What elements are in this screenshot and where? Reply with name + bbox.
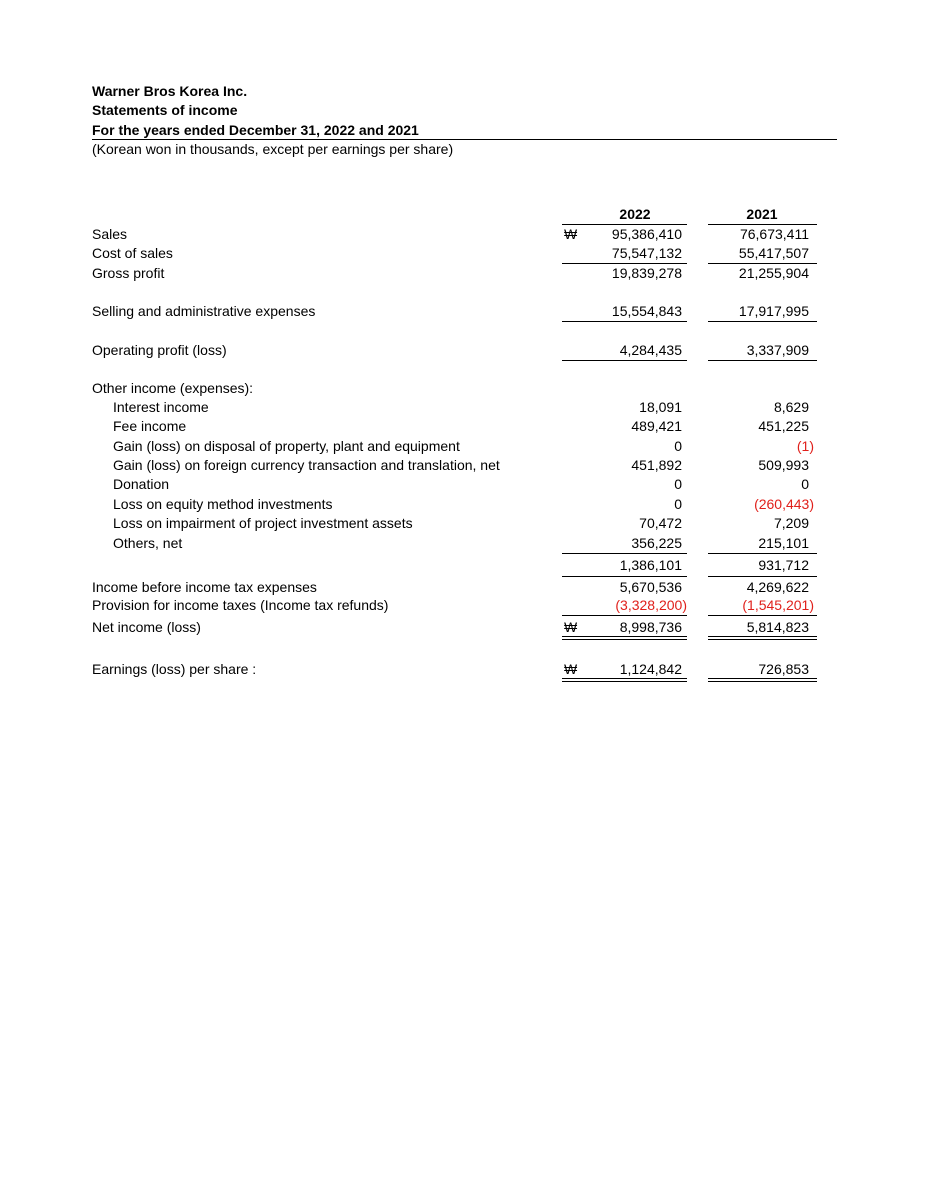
value-donation-2021: 0 — [801, 476, 809, 492]
value-interest-income-2021: 8,629 — [773, 399, 809, 415]
row-label-income-before-tax: Income before income tax expenses — [92, 579, 317, 595]
header-underline-2022 — [562, 224, 687, 225]
header-underline-2021 — [708, 224, 817, 225]
total-double-line — [708, 678, 817, 682]
value-fee-income-2021: 451,225 — [758, 418, 809, 434]
value-gross-profit-2022: 19,839,278 — [611, 265, 682, 281]
company-name: Warner Bros Korea Inc. — [92, 83, 248, 99]
value-gross-profit-2021: 21,255,904 — [738, 265, 809, 281]
total-double-line — [708, 636, 817, 640]
column-header-2022: 2022 — [619, 206, 651, 222]
column-header-2021: 2021 — [746, 206, 778, 222]
subtotal-line — [562, 615, 687, 616]
value-cost-of-sales-2021: 55,417,507 — [738, 245, 809, 261]
row-label-income-tax: Provision for income taxes (Income tax refunds) — [92, 597, 389, 613]
value-impairment-2022: 70,472 — [639, 515, 682, 531]
subtotal-line — [708, 615, 817, 616]
subtotal-line — [562, 553, 687, 554]
value-operating-profit-2021: 3,337,909 — [746, 342, 809, 358]
value-sales-2021: 76,673,411 — [739, 226, 809, 242]
value-income-tax-2021: (1,545,201) — [742, 597, 814, 613]
row-label-fee-income: Fee income — [113, 418, 187, 434]
value-donation-2022: 0 — [674, 476, 682, 492]
subtotal-line — [708, 263, 817, 264]
subtotal-line — [708, 321, 817, 322]
value-others-net-2021: 215,101 — [758, 535, 809, 551]
value-interest-income-2022: 18,091 — [639, 399, 682, 415]
row-label-cost-of-sales: Cost of sales — [92, 245, 173, 261]
row-label-operating-profit: Operating profit (loss) — [92, 342, 227, 358]
value-fx-2021: 509,993 — [758, 457, 809, 473]
value-equity-method-2022: 0 — [674, 496, 682, 512]
total-double-line — [562, 636, 687, 640]
statement-period: For the years ended December 31, 2022 and 2021 — [92, 122, 419, 138]
units-note: (Korean won in thousands, except per earnings per share) — [92, 141, 454, 157]
header-rule — [92, 139, 837, 140]
row-label-donation: Donation — [113, 476, 170, 492]
statement-title: Statements of income — [92, 102, 238, 118]
row-label-net-income: Net income (loss) — [92, 619, 201, 635]
value-impairment-2021: 7,209 — [773, 515, 809, 531]
section-heading-other-income: Other income (expenses): — [92, 380, 254, 396]
value-disposal-2022: 0 — [674, 438, 682, 454]
won-symbol: ₩ — [564, 226, 578, 242]
row-label-interest-income: Interest income — [113, 399, 209, 415]
value-net-income-2022: 8,998,736 — [619, 619, 682, 635]
value-sales-2022: 95,386,410 — [611, 226, 682, 242]
value-equity-method-2021: (260,443) — [754, 496, 814, 512]
value-others-net-2022: 356,225 — [631, 535, 682, 551]
value-sga-2021: 17,917,995 — [738, 303, 809, 319]
subtotal-line — [562, 263, 687, 264]
row-label-equity-method-loss: Loss on equity method investments — [113, 496, 333, 512]
row-label-others-net: Others, net — [113, 535, 183, 551]
subtotal-line — [562, 321, 687, 322]
subtotal-line — [708, 360, 817, 361]
value-eps-2021: 726,853 — [758, 661, 809, 677]
won-symbol: ₩ — [564, 619, 578, 635]
total-double-line — [562, 678, 687, 682]
subtotal-line — [708, 553, 817, 554]
won-symbol: ₩ — [564, 661, 578, 677]
row-label-eps: Earnings (loss) per share : — [92, 661, 257, 677]
value-fx-2022: 451,892 — [631, 457, 682, 473]
subtotal-line — [562, 360, 687, 361]
value-other-total-2022: 1,386,101 — [619, 557, 682, 573]
value-net-income-2021: 5,814,823 — [746, 619, 809, 635]
row-label-fx-gain-loss: Gain (loss) on foreign currency transaction and translation, net — [113, 457, 500, 473]
value-income-before-tax-2021: 4,269,622 — [746, 579, 809, 595]
value-operating-profit-2022: 4,284,435 — [619, 342, 682, 358]
row-label-impairment-loss: Loss on impairment of project investment assets — [113, 515, 413, 531]
value-sga-2022: 15,554,843 — [611, 303, 682, 319]
value-eps-2022: 1,124,842 — [619, 661, 682, 677]
value-other-total-2021: 931,712 — [758, 557, 809, 573]
row-label-gross-profit: Gross profit — [92, 265, 165, 281]
row-label-sga: Selling and administrative expenses — [92, 303, 316, 319]
subtotal-line — [562, 576, 687, 577]
row-label-sales: Sales — [92, 226, 128, 242]
value-disposal-2021: (1) — [796, 438, 814, 454]
row-label-disposal-gain-loss: Gain (loss) on disposal of property, plant and equipment — [113, 438, 460, 454]
subtotal-line — [708, 576, 817, 577]
value-income-before-tax-2022: 5,670,536 — [619, 579, 682, 595]
value-income-tax-2022: (3,328,200) — [615, 597, 687, 613]
value-fee-income-2022: 489,421 — [631, 418, 682, 434]
value-cost-of-sales-2022: 75,547,132 — [611, 245, 682, 261]
